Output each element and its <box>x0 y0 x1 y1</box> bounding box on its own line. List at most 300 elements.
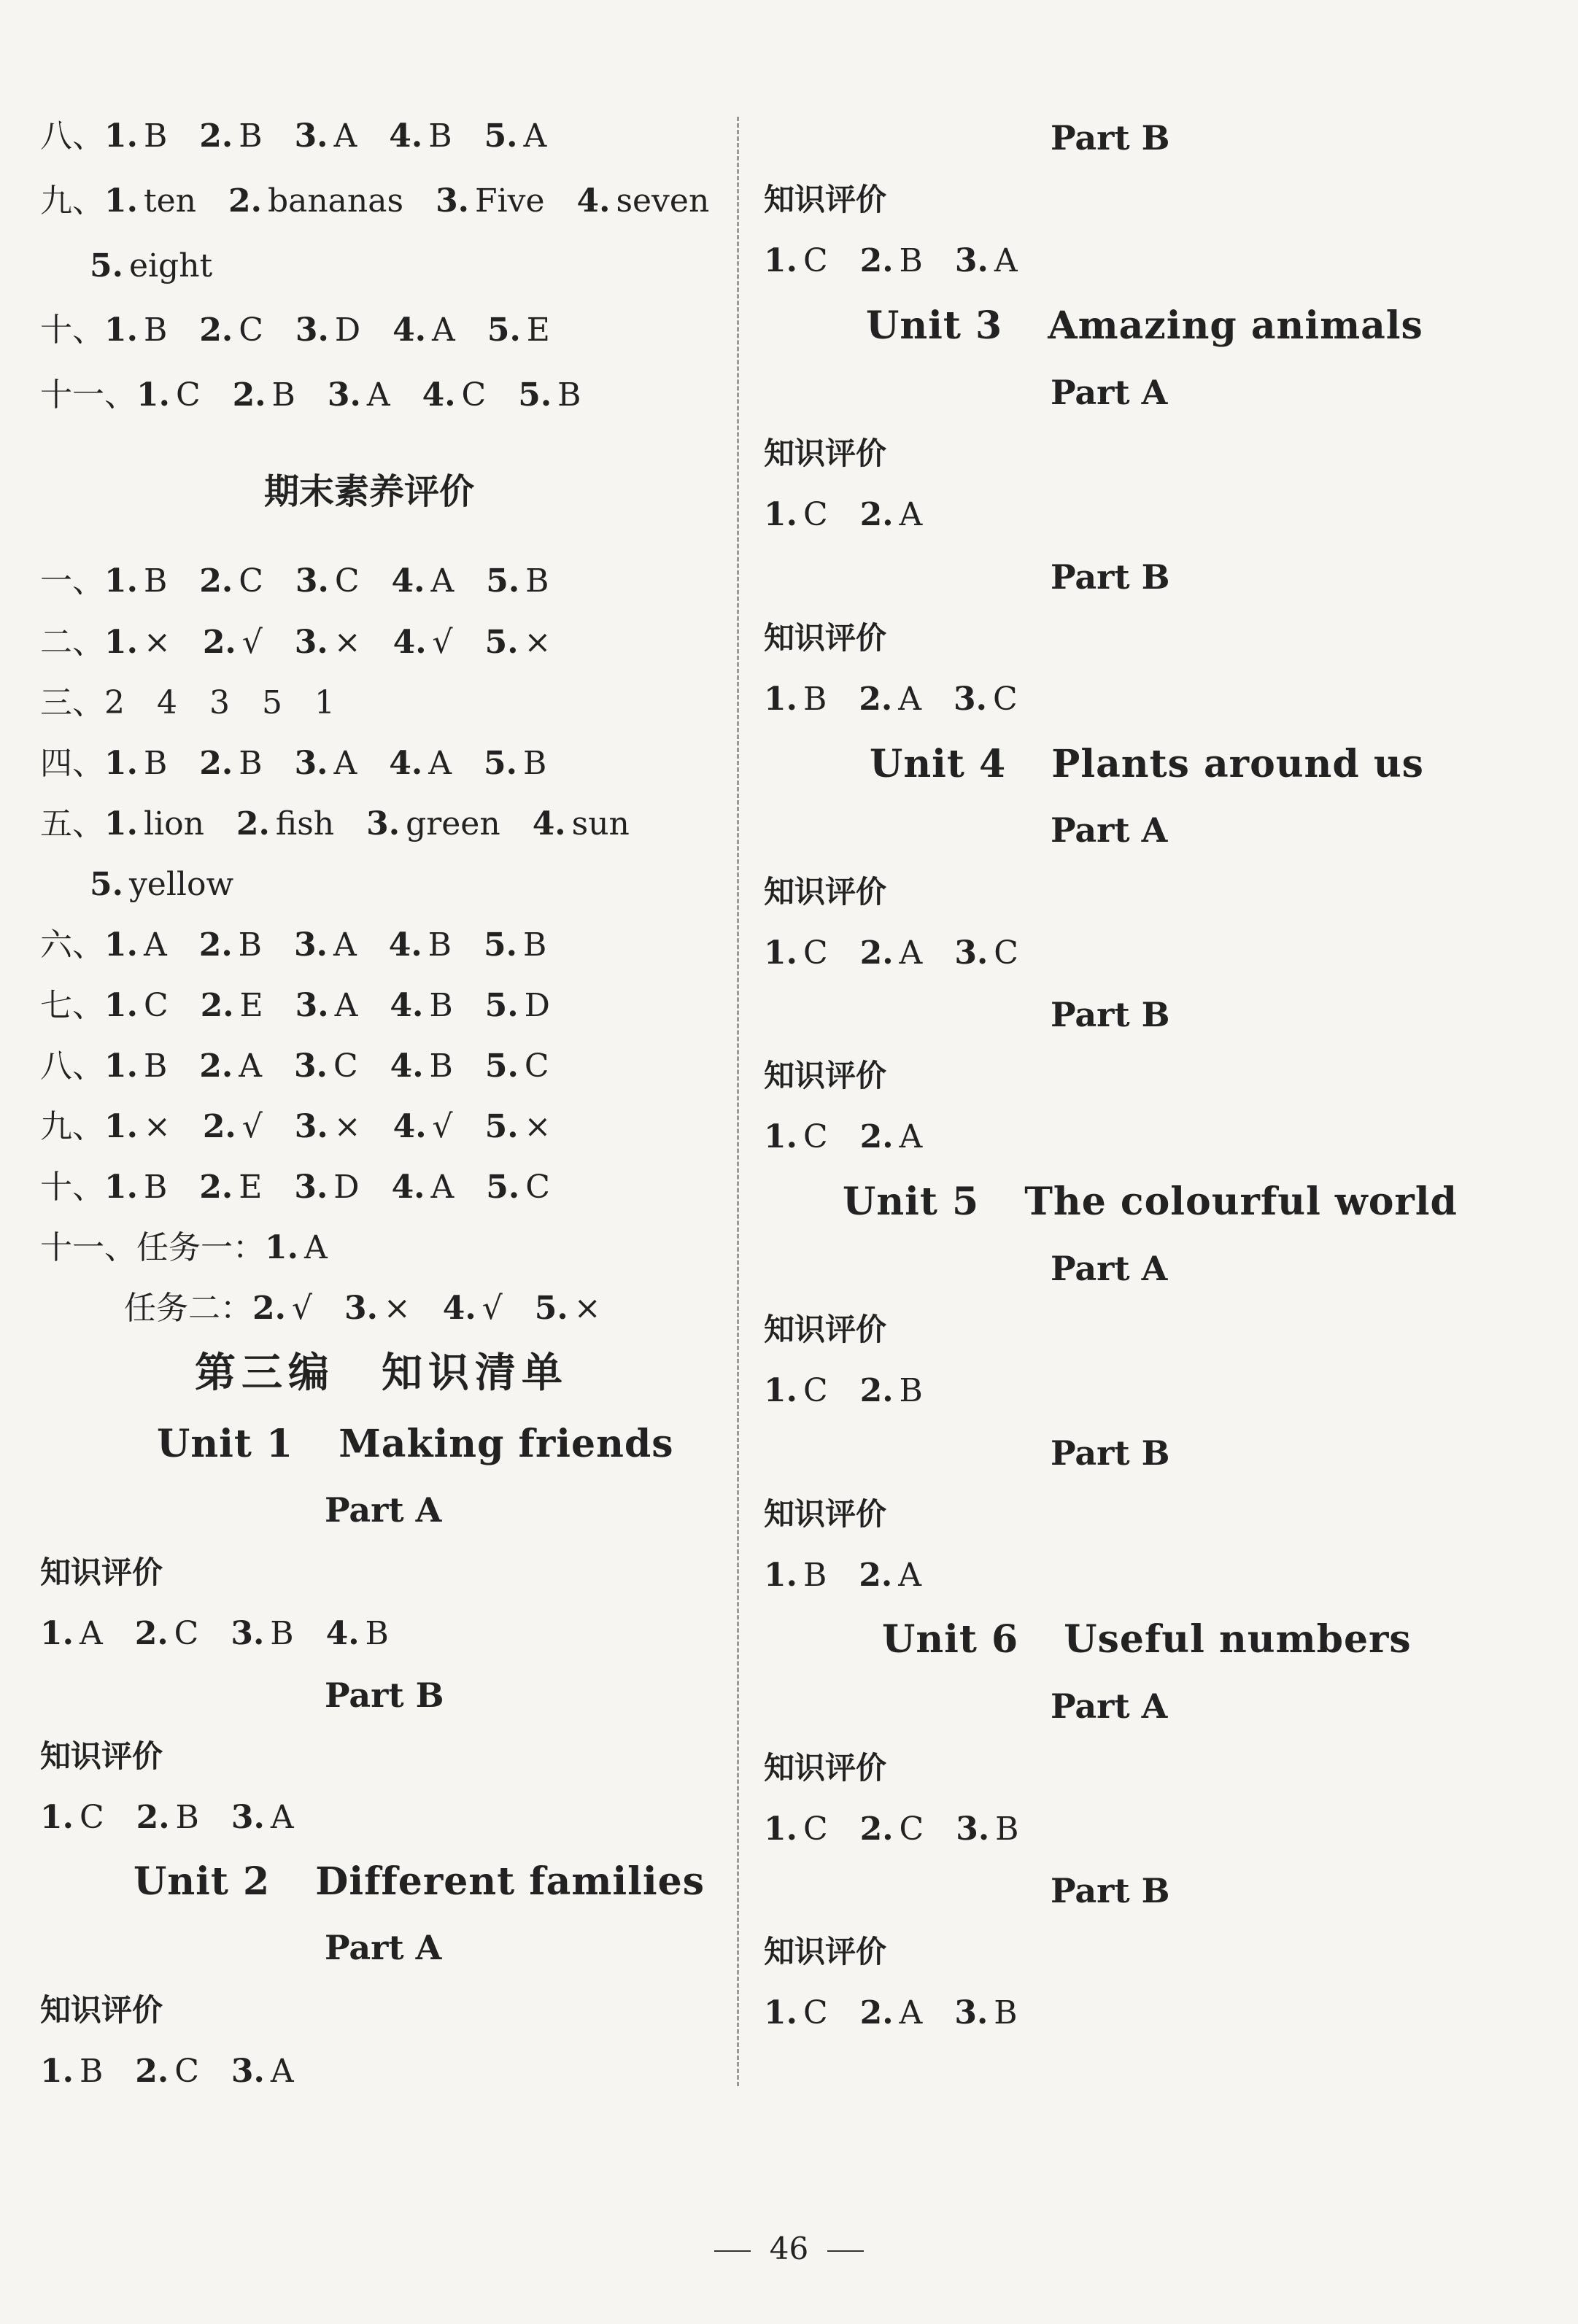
answer-value: √ <box>291 1290 312 1327</box>
question-number: 5. <box>484 745 517 782</box>
answer-line <box>40 1226 328 1270</box>
question-number: 3. <box>327 376 361 414</box>
unit-3-heading <box>866 303 1423 349</box>
question-number: 3. <box>294 1047 328 1085</box>
question-number: 4. <box>391 1169 425 1206</box>
answer-item <box>764 239 828 283</box>
answer-line <box>40 742 546 786</box>
question-number: 2. <box>202 624 236 661</box>
answer-item <box>294 1166 359 1209</box>
question-section-prefix: 七、 <box>40 987 104 1024</box>
question-number: 2. <box>136 1799 170 1836</box>
answer-item <box>764 1369 828 1413</box>
answer-value: A <box>898 1557 921 1594</box>
answer-item <box>233 373 295 417</box>
question-number: 2. <box>252 1290 286 1327</box>
unit-number: Unit 4 <box>870 742 1007 786</box>
answer-item <box>392 1166 455 1209</box>
answer-item <box>328 373 390 417</box>
answer-item <box>860 1991 923 2035</box>
answer-line <box>40 802 630 846</box>
answer-item <box>954 931 1018 975</box>
question-number: 2. <box>859 496 894 533</box>
question-number: 2. <box>859 242 894 279</box>
question-section-prefix: 八、 <box>40 117 104 155</box>
knowledge-eval-heading: 知识评价 <box>764 1496 887 1532</box>
answer-item <box>389 923 452 967</box>
question-section-prefix: 一、 <box>40 562 104 600</box>
answer-item <box>859 678 921 721</box>
answer-value: B <box>899 242 923 279</box>
unit-number: Unit 3 <box>866 303 1003 348</box>
question-number: 1. <box>104 745 138 782</box>
part-a-label: Part A <box>1051 373 1168 412</box>
answer-item <box>393 1105 453 1149</box>
answer-value: B <box>525 562 549 600</box>
unit-number: Unit 1 <box>157 1422 294 1466</box>
part-a-label: Part A <box>325 1490 442 1530</box>
knowledge-eval-heading: 知识评价 <box>764 435 887 471</box>
answer-value: C <box>175 376 201 414</box>
answer-value: B <box>522 926 547 964</box>
answer-item <box>485 1105 552 1149</box>
answer-line <box>40 681 335 725</box>
answer-item <box>485 621 552 665</box>
answer-line <box>764 1369 923 1413</box>
question-number: 1. <box>104 117 138 155</box>
answer-item <box>203 621 263 665</box>
answer-value: C <box>174 1615 199 1652</box>
answer-item <box>392 559 455 603</box>
answer-line <box>90 863 233 907</box>
answer-item <box>90 244 212 288</box>
answer-line <box>764 931 1018 975</box>
answer-value: 3 <box>209 684 230 721</box>
answer-value: A <box>994 242 1018 279</box>
question-number: 4. <box>392 311 427 349</box>
answer-item <box>954 678 1018 721</box>
answer-item <box>231 1612 293 1656</box>
answer-value: B <box>270 1615 294 1652</box>
unit-title: Making friends <box>339 1422 674 1466</box>
question-number: 2. <box>134 1615 169 1652</box>
question-number: 4. <box>576 182 611 220</box>
unit-1-heading <box>157 1421 674 1468</box>
answer-value: lion <box>143 805 204 843</box>
question-number: 2. <box>236 805 270 843</box>
answer-value: green <box>406 805 500 843</box>
answer-item <box>764 1808 828 1851</box>
answer-item <box>104 559 167 603</box>
answer-item <box>104 742 167 786</box>
answer-value: yellow <box>128 866 234 903</box>
answer-item <box>104 115 167 158</box>
answer-item <box>295 621 361 665</box>
question-number: 5. <box>90 866 123 903</box>
answer-line <box>764 1554 921 1597</box>
answer-value: √ <box>241 624 263 661</box>
answer-value: B <box>429 987 453 1024</box>
answer-item <box>199 923 262 967</box>
unit-number: Unit 5 <box>843 1180 980 1224</box>
answer-item <box>135 1612 199 1656</box>
answer-item <box>518 373 581 417</box>
answer-value: A <box>239 1047 262 1085</box>
knowledge-eval-heading: 知识评价 <box>40 1554 163 1590</box>
question-section-prefix: 十一、任务一： <box>40 1229 265 1266</box>
question-number: 1. <box>104 987 138 1024</box>
question-number: 3. <box>344 1290 378 1327</box>
question-number: 1. <box>764 1810 797 1848</box>
question-number: 1. <box>764 681 797 718</box>
question-number: 2. <box>199 311 233 349</box>
answer-item <box>393 621 453 665</box>
answer-item <box>326 1612 389 1656</box>
answer-item <box>314 681 335 725</box>
part-b-label: Part B <box>1051 1871 1170 1910</box>
answer-item <box>484 742 546 786</box>
answer-value: A <box>430 562 455 600</box>
question-number: 1. <box>40 1615 74 1652</box>
answer-value: B <box>271 376 295 414</box>
question-number: 3. <box>295 562 329 600</box>
knowledge-eval-heading: 知识评价 <box>764 1750 887 1786</box>
answer-value: C <box>802 242 828 279</box>
answer-item <box>764 931 828 975</box>
question-section-prefix: 九、 <box>40 1108 104 1145</box>
page-number: 46 <box>769 2231 809 2266</box>
answer-item <box>485 1045 549 1088</box>
answer-item <box>956 1808 1018 1851</box>
answer-value: E <box>526 311 550 349</box>
question-number: 5. <box>484 624 519 661</box>
answer-line <box>40 1796 294 1840</box>
question-section-prefix: 任务二： <box>124 1290 252 1327</box>
answer-line <box>40 984 550 1028</box>
answer-value: A <box>523 117 547 155</box>
answer-item <box>104 802 204 846</box>
unit-number: Unit 2 <box>134 1859 271 1904</box>
question-number: 2. <box>199 745 233 782</box>
answer-value: B <box>994 1994 1018 2031</box>
answer-value: C <box>802 1372 828 1409</box>
answer-value: B <box>802 681 827 718</box>
answer-value: B <box>428 117 452 155</box>
answer-item <box>199 1045 262 1088</box>
answer-value: bananas <box>267 182 404 220</box>
page-footer <box>0 2228 1578 2269</box>
answer-value: × <box>524 1108 552 1145</box>
answer-item <box>104 1105 171 1149</box>
answer-value: A <box>899 1994 923 2031</box>
answer-line <box>40 1045 549 1088</box>
knowledge-eval-heading: 知识评价 <box>40 1738 163 1774</box>
answer-value: E <box>239 1169 263 1206</box>
question-number: 3. <box>294 926 328 964</box>
answer-item <box>443 1287 503 1331</box>
answer-line <box>40 1105 551 1149</box>
question-number: 1. <box>104 1169 138 1206</box>
answer-value: fish <box>275 805 335 843</box>
answer-value: A <box>428 745 452 782</box>
question-section-prefix: 二、 <box>40 624 104 661</box>
answer-line <box>40 115 546 158</box>
question-number: 1. <box>764 1994 797 2031</box>
answer-value: B <box>995 1810 1019 1848</box>
answer-value: A <box>899 1118 923 1155</box>
part-three-title: 第三编 知识清单 <box>195 1349 568 1397</box>
answer-value: C <box>802 934 828 972</box>
answer-value: × <box>333 1108 361 1145</box>
answer-value: B <box>429 1047 453 1085</box>
answer-item <box>40 1612 103 1656</box>
question-number: 3. <box>954 242 989 279</box>
answer-value: C <box>334 562 360 600</box>
question-section-prefix: 十一、 <box>40 376 136 414</box>
question-number: 4. <box>389 117 423 155</box>
question-section-prefix: 五、 <box>40 805 104 843</box>
answer-value: B <box>238 926 262 964</box>
answer-value: C <box>992 681 1018 718</box>
answer-line <box>40 1166 550 1209</box>
question-number: 1. <box>104 1047 138 1085</box>
question-number: 1. <box>40 1799 74 1836</box>
unit-title: Amazing animals <box>1048 303 1423 348</box>
question-number: 4. <box>325 1615 360 1652</box>
unit-title: Useful numbers <box>1064 1617 1412 1662</box>
question-number: 1. <box>764 1557 797 1594</box>
question-number: 1. <box>764 242 797 279</box>
answer-value: B <box>79 2053 104 2090</box>
part-b-label: Part B <box>325 1676 444 1715</box>
answer-item <box>295 742 357 786</box>
answer-item <box>484 115 547 158</box>
answer-line <box>764 678 1018 721</box>
question-section-prefix: 十、 <box>40 1169 104 1206</box>
unit-title: Plants around us <box>1051 742 1424 786</box>
question-number: 4. <box>392 624 427 661</box>
answer-line <box>764 1808 1019 1851</box>
question-number: 1. <box>104 926 138 964</box>
answer-item <box>252 1287 312 1331</box>
answer-item <box>104 309 167 352</box>
answer-value: 5 <box>262 684 282 721</box>
answer-line <box>764 1115 922 1159</box>
answer-item <box>295 559 360 603</box>
answer-item <box>294 1045 358 1088</box>
answer-item <box>295 1105 361 1149</box>
question-number: 2. <box>200 987 234 1024</box>
knowledge-eval-heading: 知识评价 <box>40 1992 163 2028</box>
answer-line <box>40 373 581 417</box>
knowledge-eval-heading: 知识评价 <box>764 182 887 217</box>
answer-value: C <box>802 1118 828 1155</box>
question-number: 3. <box>954 681 987 718</box>
answer-item <box>104 179 196 223</box>
answer-value: B <box>175 1799 199 1836</box>
question-number: 4. <box>390 987 424 1024</box>
answer-value: A <box>333 117 357 155</box>
question-number: 3. <box>231 2053 265 2090</box>
question-number: 5. <box>90 247 123 284</box>
answer-value: C <box>525 1169 550 1206</box>
unit-number: Unit 6 <box>882 1617 1019 1662</box>
answer-value: C <box>239 562 263 600</box>
question-number: 1. <box>764 1372 797 1409</box>
answer-item <box>136 1796 199 1840</box>
question-number: 2. <box>199 117 233 155</box>
answer-item <box>199 742 262 786</box>
answer-value: A <box>898 681 921 718</box>
question-number: 3. <box>295 987 329 1024</box>
part-a-label: Part A <box>1051 1249 1168 1288</box>
knowledge-eval-heading: 知识评价 <box>764 1312 887 1347</box>
answer-line <box>90 244 212 288</box>
answer-value: B <box>143 1169 168 1206</box>
answer-item <box>265 1226 328 1270</box>
answer-value: C <box>333 1047 358 1085</box>
question-number: 1. <box>40 2053 74 2090</box>
answer-item <box>389 115 452 158</box>
knowledge-eval-heading: 知识评价 <box>764 1934 887 1969</box>
answer-line <box>40 179 709 223</box>
answer-value: A <box>270 1799 294 1836</box>
answer-value: A <box>366 376 390 414</box>
question-number: 5. <box>518 376 552 414</box>
column-divider <box>737 117 739 2086</box>
question-number: 3. <box>294 117 328 155</box>
question-number: 2. <box>859 934 894 972</box>
answer-value: B <box>522 745 547 782</box>
answer-item <box>104 681 125 725</box>
answer-value: B <box>365 1615 389 1652</box>
question-number: 1. <box>764 934 797 972</box>
question-number: 5. <box>484 987 519 1024</box>
answer-item <box>40 1796 104 1840</box>
question-number: 2. <box>228 182 262 220</box>
answer-value: A <box>303 1229 328 1266</box>
answer-value: A <box>270 2053 294 2090</box>
answer-item <box>764 493 828 537</box>
question-number: 2. <box>202 1108 236 1145</box>
question-number: 2. <box>199 1169 233 1206</box>
unit-6-heading <box>882 1616 1412 1663</box>
question-number: 4. <box>390 1047 424 1085</box>
question-number: 2. <box>859 1118 894 1155</box>
answer-item <box>104 984 169 1028</box>
question-number: 4. <box>391 562 425 600</box>
answer-value: B <box>143 562 168 600</box>
answer-item <box>764 1554 827 1597</box>
answer-value: B <box>143 745 168 782</box>
question-section-prefix: 三、 <box>40 684 104 721</box>
answer-item <box>199 1166 262 1209</box>
answer-item <box>203 1105 263 1149</box>
question-number: 5. <box>484 117 518 155</box>
answer-item <box>390 984 452 1028</box>
question-number: 1. <box>104 624 138 661</box>
answer-item <box>136 373 201 417</box>
unit-title: Different families <box>315 1859 705 1904</box>
answer-item <box>157 681 177 725</box>
answer-item <box>295 309 360 352</box>
question-section-prefix: 九、 <box>40 182 104 220</box>
answer-item <box>104 1166 167 1209</box>
answer-value: × <box>143 1108 171 1145</box>
question-number: 3. <box>294 1108 328 1145</box>
answer-value: A <box>899 496 923 533</box>
answer-value: B <box>143 117 168 155</box>
answer-value: C <box>174 2053 199 2090</box>
answer-value: A <box>430 1169 455 1206</box>
part-b-label: Part B <box>1051 118 1170 158</box>
question-number: 5. <box>484 1108 519 1145</box>
answer-item <box>535 1287 601 1331</box>
answer-line <box>764 493 922 537</box>
answer-item <box>860 931 923 975</box>
answer-item <box>104 923 167 967</box>
part-a-label: Part A <box>1051 810 1168 850</box>
answer-item <box>295 115 357 158</box>
part-b-label: Part B <box>1051 1433 1170 1473</box>
answer-value: C <box>899 1810 924 1848</box>
answer-value: eight <box>128 247 213 284</box>
part-a-label: Part A <box>325 1928 442 1967</box>
knowledge-eval-heading: 知识评价 <box>764 1058 887 1093</box>
unit-title: The colourful world <box>1024 1180 1458 1224</box>
answer-value: × <box>383 1290 411 1327</box>
answer-value: ten <box>143 182 196 220</box>
answer-item <box>236 802 334 846</box>
question-number: 1. <box>104 562 138 600</box>
answer-line <box>764 239 1018 283</box>
answer-item <box>486 1166 550 1209</box>
question-section-prefix: 八、 <box>40 1047 104 1085</box>
question-number: 3. <box>294 624 328 661</box>
answer-item <box>209 681 230 725</box>
question-number: 1. <box>104 805 138 843</box>
question-section-prefix: 六、 <box>40 926 104 964</box>
answer-line <box>40 923 546 967</box>
answer-item <box>199 309 263 352</box>
answer-value: × <box>573 1290 601 1327</box>
answer-item <box>860 1115 923 1159</box>
final-assessment-title: 期末素养评价 <box>264 471 475 512</box>
answer-value: C <box>802 1994 828 2031</box>
answer-item <box>199 115 262 158</box>
question-number: 2. <box>232 376 266 414</box>
answer-value: 1 <box>314 684 335 721</box>
question-number: 1. <box>104 182 138 220</box>
answer-value: Five <box>475 182 545 220</box>
answer-item <box>860 493 923 537</box>
answer-value: C <box>802 496 828 533</box>
answer-item <box>764 678 827 721</box>
question-number: 2. <box>199 562 233 600</box>
question-number: 2. <box>135 2053 169 2090</box>
answer-item <box>436 179 544 223</box>
question-number: 2. <box>859 681 893 718</box>
question-number: 4. <box>389 745 423 782</box>
answer-item <box>201 984 263 1028</box>
answer-value: √ <box>432 624 453 661</box>
question-number: 2. <box>199 1047 233 1085</box>
answer-item <box>954 1991 1017 2035</box>
answer-value: × <box>333 624 361 661</box>
question-number: 5. <box>534 1290 568 1327</box>
question-number: 3. <box>956 1810 990 1848</box>
answer-item <box>366 802 500 846</box>
